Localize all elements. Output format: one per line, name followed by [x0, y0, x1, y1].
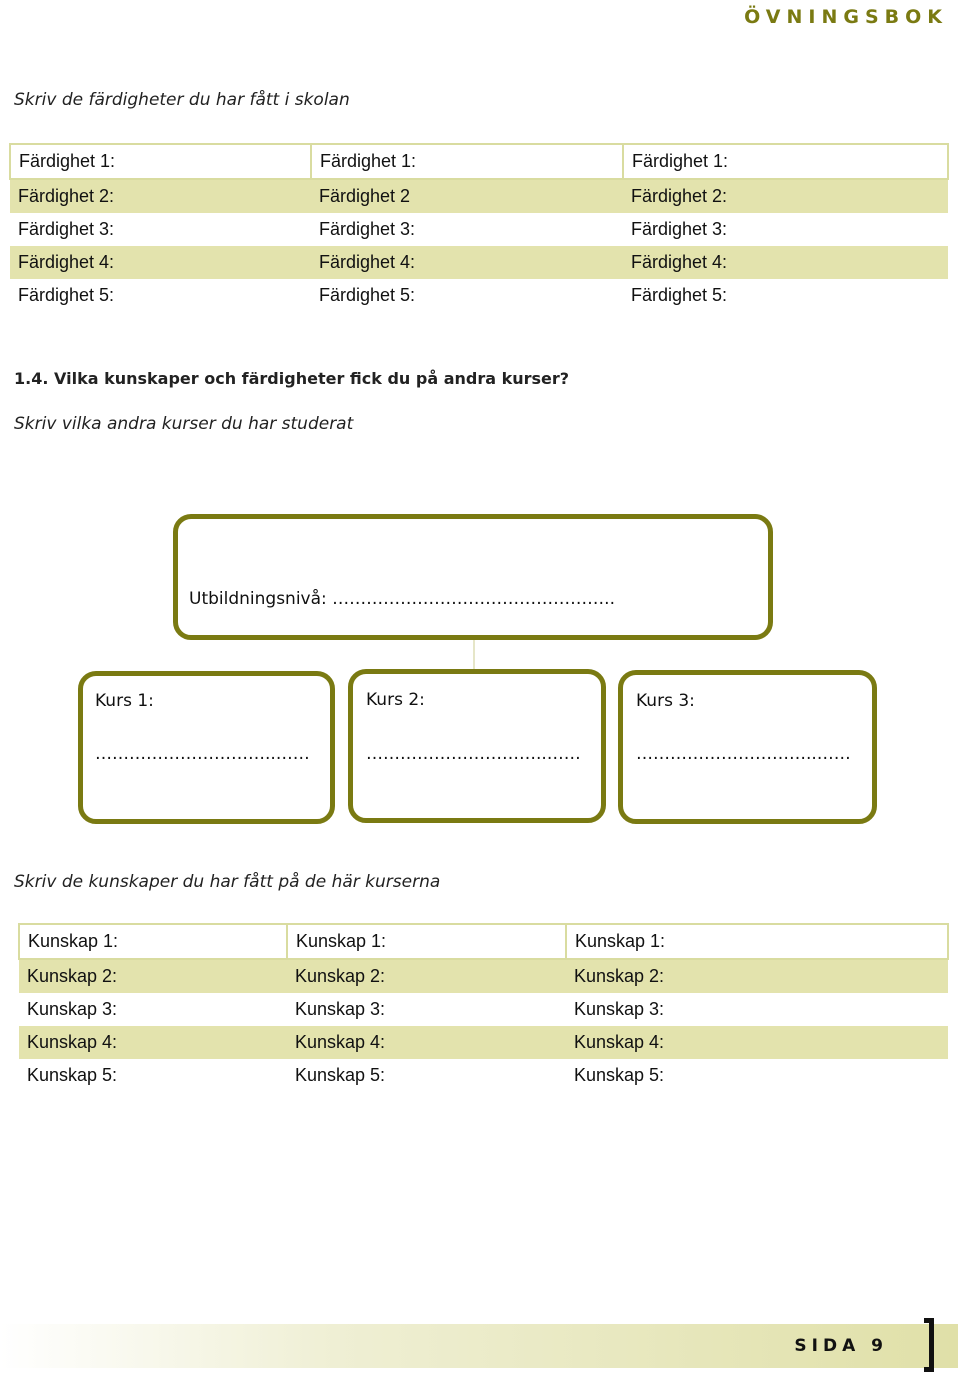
- skills-cell[interactable]: Färdighet 2:: [623, 179, 948, 213]
- knowledge-cell[interactable]: Kunskap 5:: [27, 1065, 118, 1085]
- skills-cell[interactable]: Färdighet 5:: [631, 285, 728, 305]
- skills-cell[interactable]: Färdighet 4:: [311, 246, 623, 279]
- table-row: [10, 179, 948, 213]
- skills-cell[interactable]: Färdighet 2:: [10, 179, 311, 213]
- knowledge-cell[interactable]: Kunskap 4:: [287, 1026, 566, 1059]
- skills-cell[interactable]: Färdighet 5:: [18, 285, 115, 305]
- knowledge-cell[interactable]: Kunskap 2:: [19, 959, 287, 993]
- skills-cell[interactable]: Färdighet 3:: [631, 219, 728, 239]
- table-row: [10, 279, 948, 312]
- knowledge-cell[interactable]: Kunskap 1:: [287, 924, 566, 959]
- courses-instruction: Skriv vilka andra kurser du har studerat: [14, 414, 354, 434]
- knowledge-instruction: Skriv de kunskaper du har fått på de här kurserna: [14, 872, 441, 892]
- table-row: [10, 213, 948, 246]
- skills-cell[interactable]: Färdighet 1:: [623, 144, 948, 179]
- skills-cell[interactable]: Färdighet 4:: [10, 246, 311, 279]
- knowledge-cell[interactable]: Kunskap 5:: [574, 1065, 665, 1085]
- knowledge-cell[interactable]: Kunskap 1:: [566, 924, 948, 959]
- table-row: [10, 144, 948, 179]
- education-level-label: Utbildningsnivå: …………………………………………..: [189, 589, 615, 609]
- knowledge-cell[interactable]: Kunskap 3:: [295, 999, 386, 1019]
- skills-cell[interactable]: Färdighet 3:: [319, 219, 416, 239]
- skills-cell[interactable]: Färdighet 2: [311, 179, 623, 213]
- knowledge-cell[interactable]: Kunskap 4:: [566, 1026, 948, 1059]
- skills-cell[interactable]: Färdighet 5:: [319, 285, 416, 305]
- page-number: SIDA 9: [794, 1336, 888, 1356]
- knowledge-cell[interactable]: Kunskap 4:: [19, 1026, 287, 1059]
- table-row: [19, 1059, 948, 1092]
- table-row: [19, 1026, 948, 1059]
- knowledge-cell[interactable]: Kunskap 3:: [574, 999, 665, 1019]
- course-dots: …………………………..……: [636, 744, 851, 764]
- course-dots: …………………………..……: [95, 744, 310, 764]
- course-label: Kurs 2:: [366, 690, 425, 710]
- section-heading: 1.4. Vilka kunskaper och färdigheter fick du på andra kurser?: [14, 369, 570, 388]
- course-label: Kurs 3:: [636, 691, 695, 711]
- education-level-box[interactable]: [173, 514, 773, 640]
- skills-table: [9, 143, 949, 312]
- table-row: [19, 993, 948, 1026]
- skills-cell[interactable]: Färdighet 3:: [18, 219, 115, 239]
- knowledge-cell[interactable]: Kunskap 3:: [27, 999, 118, 1019]
- course-label: Kurs 1:: [95, 691, 154, 711]
- knowledge-cell[interactable]: Kunskap 2:: [566, 959, 948, 993]
- header-title: ÖVNINGSBOK: [744, 6, 948, 28]
- skills-cell[interactable]: Färdighet 1:: [10, 144, 311, 179]
- knowledge-cell[interactable]: Kunskap 5:: [295, 1065, 386, 1085]
- skills-instruction: Skriv de färdigheter du har fått i skolan: [14, 90, 350, 110]
- knowledge-cell[interactable]: Kunskap 1:: [19, 924, 287, 959]
- table-row: [19, 959, 948, 993]
- bracket-icon: [924, 1318, 934, 1372]
- knowledge-table: [18, 923, 949, 1092]
- connector-line: [473, 640, 475, 671]
- course-dots: …………………………..……: [366, 744, 581, 764]
- skills-cell[interactable]: Färdighet 4:: [623, 246, 948, 279]
- table-row: [10, 246, 948, 279]
- table-row: [19, 924, 948, 959]
- skills-cell[interactable]: Färdighet 1:: [311, 144, 623, 179]
- knowledge-cell[interactable]: Kunskap 2:: [287, 959, 566, 993]
